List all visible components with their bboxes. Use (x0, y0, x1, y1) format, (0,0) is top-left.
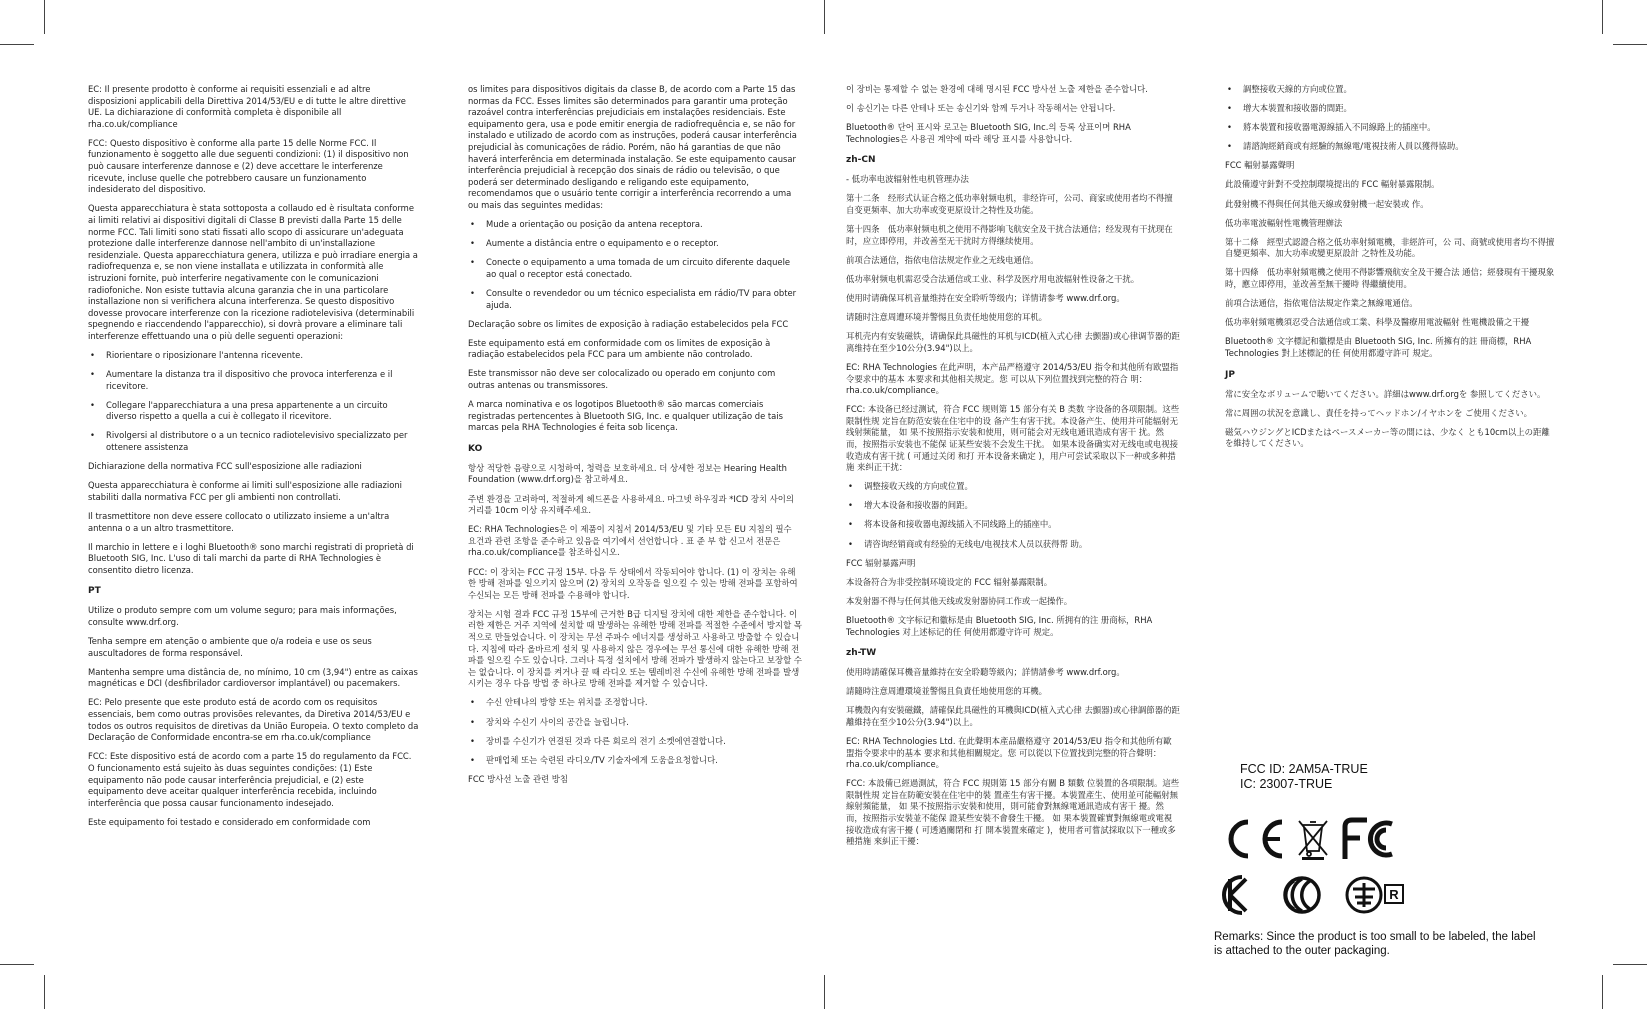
zhcn-bluetooth: Bluetooth® 文字标记和徽标是由 Bluetooth SIG, Inc. 所拥有的注 册商标，RHA Technologies 对上述标记的任 何使用都遵守许可 规定。 (846, 614, 1153, 637)
crop-mark-bottom-right-v (1602, 975, 1603, 1009)
list-item: • 請諮詢經銷商或有經驗的無線電/電視技術人員以獲得協助。 (1225, 141, 1555, 153)
zhcn-environment: 请随时注意周遭环境并警惕且负责任地使用您的耳机。 (846, 312, 1047, 323)
ko-radiation-paragraph: 이 장비는 통제할 수 없는 환경에 대해 명시된 FCC 방사선 노출 제한을 준수합니다. (846, 84, 1148, 94)
it-bluetooth-paragraph: Il marchio in lettere e i loghi Bluetooth® sono marchi registrati di proprietà di Bluetooth SIG, Inc. L'uso di tali marchi da parte di RHA Technologies è consentito dietro licenza. (88, 541, 414, 575)
it-bullet-list (88, 350, 420, 454)
ko-environment-paragraph: 주변 환경을 고려하여, 적절하게 헤드폰을 사용하세요. 마그넷 하우징과 *ICD 장치 사이의 거리를 10cm 이상 유지해주세요. (468, 493, 794, 516)
zhcn-article-14: 第十四条 低功率射频电机之使用不得影响飞航安全及干扰合法通信；经发现有干扰现在时，应立即停用，并改善至无干扰时方得继续使用。 (846, 224, 1173, 246)
crop-mark-top-left-h (0, 44, 34, 45)
zhcn-bullet-list (846, 481, 1180, 550)
zhtw-environment: 請隨時注意周遭環境並警惕且負責任地使用您的耳機。 (846, 686, 1047, 697)
column-4 (1225, 84, 1555, 457)
list-item: • 调整接收天线的方向或位置。 (846, 481, 1180, 493)
zhtw-heading: zh-TW (846, 648, 877, 659)
fcc-id-text: FCC ID: 2AM5A-TRUE (1240, 762, 1368, 776)
pt-tested-paragraph: Este equipamento foi testado e considerado em conformidade com (88, 816, 371, 827)
zhcn-ec: EC: RHA Technologies 在此声明，本产品严格遵守 2014/53/EU 指令和其他所有欧盟指令要求中的基本 本要求和其他相关规定。您 可以从下列位置找到完整的符合 明： rha.co.uk/compliance。 (846, 361, 1179, 396)
it-ec-paragraph: EC: Il presente prodotto è conforme ai requisiti essenziali e ad altre disposizioni applicabili della Direttiva 2014/53/EU e di tutte le altre direttive UE. La dichiarazione di conformità completa è disponibile all rha.co.uk/compliance (88, 84, 406, 129)
ko-classb-paragraph: 장치는 시험 결과 FCC 규정 15부에 근거한 B급 디지털 장치에 대한 제한을 준수합니다. 이러한 제한은 거주 지역에 설치할 때 발생하는 유해한 방해 전파를 적절한 수준에서 방지할 목적으로 만들었습니다. 이 장치는 무선 주파수 에너지를 생성하고 사용하고 방출할 수 있습니다. 지침에 따라 올바르게 설치 및 사용하지 않은 경우에는 무선 통신에 대한 유해한 방해 전파를 일으킬 수도 있습니다. 그러나 특정 설치에서 방해 전파가 발생하지 않는다고 보장할 수는 없습니다. 이 장치를 켜거나 끌 때 라디오 또는 텔레비전 수신에 유해한 방해 전파를 발생시키는 경우 다음 방법 중 하나로 방해 전파를 제거할 수 있습니다. (468, 608, 802, 689)
rcm-mark-icon (1285, 878, 1319, 912)
list-item: • 將本裝置和接收器電源線插入不同線路上的插座中。 (1225, 122, 1555, 134)
ko-ec-paragraph: EC: RHA Technologies은 이 제품이 지침서 2014/53/EU 및 기타 모든 EU 지침의 필수 요건과 관련 조항을 준수하고 있음을 여기에서 선언합니다 . 표 준 부 합 신고서 전문은 rha.co.uk/compliance를 참조하십시오. (468, 524, 792, 558)
list-item: • Rivolgersi al distributore o a un tecnico radiotelevisivo specializzato per ottenere assistenza (88, 430, 420, 453)
zhcn-fcc: FCC: 本设备已经过测试，符合 FCC 规则第 15 部分有关 B 类数 字设备的各项限制。这些限制性规 定旨在防范安装在住宅中的设 备产生有害干扰。本设备产生、使用并可能辐射无线射频能量， 如 果不按照指示安装和使用，则可能会对无线电通讯造成有害干 扰。然而，按照指示安装也不能保 证某些安装不会发生干扰。 如果本设备确实对无线电或电视接收造成有害干扰 ( 可通过关闭 和打 开本设备来确定 )，用户可尝试采取以下一种或多种措施 来纠正干扰： (846, 404, 1180, 473)
r-mark-text: R (1389, 887, 1399, 902)
zhcn-heading: zh-CN (846, 155, 876, 166)
pt-transmitter-paragraph: Este transmissor não deve ser colocalizado ou operado em conjunto com outras antenas ou transmissores. (468, 368, 776, 390)
crop-mark-top-mid-v (824, 0, 825, 34)
pt-environment-paragraph: Tenha sempre em atenção o ambiente que o/a rodeia e use os seus auscultadores de forma responsável. (88, 636, 372, 658)
ko-heading: KO (468, 443, 483, 454)
list-item: • Aumente a distância entre o equipamento e o receptor. (468, 238, 802, 250)
kc-mark-icon (1224, 877, 1246, 913)
r-mark-icon (1385, 885, 1403, 903)
telec-mark-icon (1347, 878, 1381, 912)
ko-volume-paragraph: 항상 적당한 음량으로 시청하여, 청력을 보호하세요. 더 상세한 정보는 Hearing Health Foundation (www.drf.org)을 참고하세요. (468, 462, 787, 485)
zhtw-bullet-list (1225, 84, 1555, 153)
ko-fcc-paragraph: FCC: 이 장치는 FCC 규정 15부. 다음 두 상태에서 작동되어야 합니다. (1) 이 장치는 유해한 방해 전파를 일으키지 않으며 (2) 장치의 오작동을 일으킬 수 있는 방해 전파를 포함하여 수신되는 모든 방해 전파를 수용해야 합니다. (468, 566, 798, 600)
list-item: • 增大本裝置和接收器的間距。 (1225, 103, 1555, 115)
zhcn-legal-comm: 前项合法通信，指依电信法规定作业之无线电通信。 (846, 254, 1039, 265)
zhcn-radiation-title: FCC 辐射暴露声明 (846, 557, 916, 568)
pt-radiation-paragraph: Este equipamento está em conformidade com os limites de exposição à radiação estabelecidos pela FCC para um ambiente não controlado. (468, 337, 771, 360)
ko-transmitter-paragraph: 이 송신기는 다른 안테나 또는 송신기와 함께 두거나 작동해서는 안됩니다. (846, 103, 1116, 114)
ko-bluetooth-paragraph: Bluetooth® 단어 표시와 로고는 Bluetooth SIG, Inc.의 등록 상표이며 RHA Technologies은 사용권 계약에 따라 해당 표시를 사용합니다. (846, 122, 1131, 144)
crop-mark-top-left-v (44, 0, 45, 34)
zhcn-interference: 低功率射频电机需忍受合法通信或工业、科学及医疗用电波辐射性设备之干扰。 (846, 273, 1140, 284)
certification-marks (1222, 815, 1482, 925)
zhtw-radiation-title: FCC 輻射暴露聲明 (1225, 160, 1295, 171)
crop-mark-bottom-left-v (44, 975, 45, 1009)
pt-classb-paragraph: os limites para dispositivos digitais da classe B, de acordo com a Parte 15 das normas da FCC. Esses limites são determinados para garantir uma proteção razoável contra interferências prejudiciais em instalações residenciais. Este equipamento gera, usa e pode emitir energia de radiofrequência e, se não for instalado e utilizado de acordo com as instruções, poderá causar interferência prejudicial às comunicações de rádio. Porém, não há garantias de que não haverá interferência em determinada instalação. Se este equipamento causar interferência prejudicial à recepção dos sinais de rádio ou televisão, o que poderá ser determinado desligando e religando este equipamento, recomendamos que o usuário tente corrigir a interferência recorrendo a uma ou mais das seguintes medidas: (468, 84, 797, 210)
list-item: • 将本设备和接收器电源线插入不同线路上的插座中。 (846, 519, 1180, 531)
zhtw-radiation: 此設備遵守針對不受控制環境提出的 FCC 輻射暴露限制。 (1225, 179, 1440, 190)
zhtw-transmitter: 此發射機不得與任何其他天線或發射機一起安裝或 作。 (1225, 198, 1429, 209)
pt-bullet-list (468, 219, 802, 311)
crop-mark-top-right-h (1613, 44, 1647, 45)
pt-bluetooth-paragraph: A marca nominativa e os logotipos Bluetooth® são marcas comerciais registradas pertencentes à Bluetooth SIG, Inc. e qualquer utilização de tais marcas pela RHA Technologies é feita sob licença. (468, 399, 783, 433)
crop-mark-bottom-mid-v (824, 975, 825, 1009)
zhtw-bluetooth: Bluetooth® 文字標記和徽標是由 Bluetooth SIG, Inc. 所擁有的註 冊商標，RHA Technologies 對上述標記的任 何使用都遵守許可 規定。 (1225, 336, 1532, 358)
pt-fcc-paragraph: FCC: Este dispositivo está de acordo com a parte 15 do regulamento da FCC. O funcionamento está sujeito às duas seguintes condições: (1) Este equipamento não pode causar interferência prejudicial, e (2) este equipamento deve aceitar qualquer interferência recebida, incluindo interferência que possa causar funcionamento indesejado. (88, 751, 412, 808)
zhcn-radiation: 本设备符合为非受控制环境设定的 FCC 辐射暴露限制。 (846, 576, 1053, 587)
list-item: • 수신 안테나의 방향 또는 위치를 조정합니다. (468, 697, 802, 709)
jp-heading: JP (1225, 369, 1235, 380)
remarks-text: Remarks: Since the product is too small to be labeled, the label is attached to the outer packaging. (1214, 931, 1536, 957)
zhcn-volume: 使用时请确保耳机音量维持在安全聆听等级内；详情请参考 www.drf.org。 (846, 293, 1125, 304)
zhcn-magnet: 耳机壳内有安装磁铁，请确保此具磁性的耳机与ICD(植入式心律 去颤器)或心律调节器的距离维持在至少10公分(3.94")以上。 (846, 331, 1180, 353)
pt-distance-paragraph: Mantenha sempre uma distância de, no mínimo, 10 cm (3,94") entre as caixas magnéticas e DCI (desfibrilador cardioversor implantável) ou pacemakers. (88, 666, 418, 689)
crop-mark-bottom-left-h (0, 964, 34, 965)
jp-environment: 常に周囲の状況を意識し、責任を持ってヘッドホン/イヤホンを ご使用ください。 (1225, 407, 1532, 418)
it-radiation-title: Dichiarazione della normativa FCC sull'esposizione alle radiazioni (88, 461, 362, 472)
zhtw-fcc: FCC: 本設備已經過測試，符合 FCC 規則第 15 部分有關 B 類數 位裝置的各項限制。這些限制性規 定旨在防範安裝在住宅中的裝 置產生有害干擾。本裝置產生、使用並可能輻射無線射頻能量， 如 果不按照指示安裝和使用，則可能會對無線電通訊造成有害干 擾。然而，按照指示安裝並不能保 證某些安裝不會發生干擾。 如 果本裝置確實對無線電或電視接收造成有害干擾 ( 可透過關閉和 打 開本裝置來確定 )，使用者可嘗試採取以下一種或多種措施 來糾正干擾： (846, 778, 1180, 847)
it-transmitter-paragraph: Il trasmettitore non deve essere collocato o utilizzato insieme a un'altra antenna o a un altro trasmettitore. (88, 510, 390, 533)
list-item: • 판매업체 또는 숙련된 라디오/TV 기술자에게 도움을요청합니다. (468, 755, 802, 767)
ko-bullet-list (468, 697, 802, 766)
zhcn-article-12: 第十二条 经形式认证合格之低功率射频电机，非经许可，公司、商家或使用者均不得擅自变更频率、加大功率或变更原设计之特性及功能。 (846, 193, 1173, 216)
list-item: • Mude a orientação ou posição da antena receptora. (468, 219, 802, 231)
fcc-mark-icon (1345, 820, 1392, 859)
zhtw-article-12: 第十二條 經型式認證合格之低功率射頻電機，非經許可，公 司、商號或使用者均不得擅自變更頻率、加大功率或變更原設計 之特性及功能。 (1225, 236, 1555, 259)
jp-volume: 常に安全なボリュームで聴いてください。詳細はwww.drf.orgを 参照してください。 (1225, 388, 1546, 399)
zhtw-ec: EC: RHA Technologies Ltd. 在此聲明本產品嚴格遵守 2014/53/EU 指令和其他所有歐盟指令要求中的基本 要求和其他相關規定。您 可以從以下位置找到完整的符合聲明：rha.co.uk/compliance。 (846, 735, 1172, 770)
pt-ec-paragraph: EC: Pelo presente que este produto está de acordo com os requisitos essenciais, bem como outras provisões relevantes, da Diretiva 2014/53/EU e todos os outros requisitos de diretivas da União Europeia. O texto completo da Declaração de Conformidade encontra-se em rha.co.uk/compliance (88, 697, 419, 743)
zhtw-magnet: 耳機殼內有安裝磁鐵，請確保此具磁性的耳機與ICD(植入式心律 去顫器)或心律調節器的距離維持在至少10公分(3.94")以上。 (846, 705, 1180, 727)
zhcn-transmitter: 本发射器不得与任何其他天线或发射器协同工作或一起操作。 (846, 595, 1073, 606)
ce-mark-icon (1231, 822, 1282, 856)
zhcn-title: - 低功率电波辐射性电机管理办法 (846, 174, 969, 185)
pt-volume-paragraph: Utilize o produto sempre com um volume seguro; para mais informações, consulte www.drf.org. (88, 605, 397, 627)
ko-radiation-title: FCC 방사선 노출 관련 방침 (468, 773, 568, 784)
pt-radiation-title: Declaração sobre os limites de exposição à radiação estabelecidos pela FCC (468, 318, 789, 329)
crop-mark-bottom-right-h (1613, 964, 1647, 965)
column-1 (88, 84, 420, 836)
crop-mark-top-right-v (1602, 0, 1603, 34)
list-item: • 調整接收天線的方向或位置。 (1225, 84, 1555, 96)
it-fcc-paragraph: FCC: Questo dispositivo è conforme alla parte 15 delle Norme FCC. Il funzionamento è soggetto alle due seguenti condizioni: (1) il dispositivo non può causare interferenze dannose e (2) deve accettare le interferenze ricevute, incluse quelle che potrebbero causare un funzionamento indesiderato del dispositivo. (88, 137, 409, 195)
list-item: • Collegare l'apparecchiatura a una presa appartenente a un circuito diverso rispetto a quella a cui è collegato il ricevitore. (88, 400, 420, 423)
list-item: • 增大本设备和接收器的间距。 (846, 500, 1180, 512)
list-item: • 请咨询经销商或有经验的无线电/电视技术人员以获得帮 助。 (846, 539, 1180, 551)
weee-bin-icon (1299, 821, 1327, 860)
zhtw-article-14: 第十四條 低功率射頻電機之使用不得影響飛航安全及干擾合法 通信；經發現有干擾現象時，應立即停用，並改善至無干擾時 得繼續使用。 (1225, 267, 1555, 290)
list-item: • Consulte o revendedor ou um técnico especialista em rádio/TV para obter ajuda. (468, 288, 802, 311)
list-item: • Riorientare o riposizionare l'antenna ricevente. (88, 350, 420, 362)
jp-magnet: 磁気ハウジングとICDまたはペースメーカー等の間には、少なく とも10cm以上の距離を維持してください。 (1225, 426, 1550, 449)
column-2 (468, 84, 802, 793)
column-3 (846, 84, 1180, 855)
list-item: • 장치와 수신기 사이의 공간을 늘립니다. (468, 717, 802, 729)
ic-id-text: IC: 23007-TRUE (1240, 776, 1333, 791)
list-item: • Conecte o equipamento a uma tomada de um circuito diferente daquele ao qual o receptor está conectado. (468, 257, 802, 280)
zhtw-legal-comm: 前項合法通信，指依電信法規定作業之無線電通信。 (1225, 298, 1418, 309)
zhtw-interference: 低功率射頻電機須忍受合法通信或工業、科學及醫療用電波輻射 性電機設備之干擾 (1225, 317, 1530, 328)
pt-heading: PT (88, 586, 101, 597)
zhtw-lowpower-title: 低功率電波輻射性電機管理辦法 (1225, 217, 1343, 228)
it-radiation-paragraph: Questa apparecchiatura è conforme ai limiti sull'esposizione alle radiazioni stabiliti dalla normativa FCC per gli ambienti non controllati. (88, 480, 403, 502)
it-classb-paragraph: Questa apparecchiatura è stata sottoposta a collaudo ed è risultata conforme ai limiti relativi ai dispositivi digitali di Classe B previsti dalla Parte 15 delle norme FCC. Tali limiti sono stati fissati allo scopo di assicurare un'adeguata protezione dalle interferenze dannose nell'ambito di un'installazione residenziale. Questa apparecchiatura genera, utilizza e può irradiare energia a radiofrequenza e, se non viene installata e utilizzata in conformità alle istruzioni fornite, può interferire negativamente con le comunicazioni radiofoniche. Non esiste tuttavia alcuna garanzia che in una particolare installazione non si verifichera alcuna interferenza. Se questo dispositivo dovesse provocare interferenze con la ricezione radiotelevisiva (determinabili spegnendo e riaccendendo l'apparecchio), si dovrà provare a eliminare tali interferenze effettuando una o più delle seguenti operazioni: (88, 203, 418, 341)
fcc-id-block (1240, 762, 1368, 791)
list-item: • Aumentare la distanza tra il dispositivo che provoca interferenza e il ricevitore. (88, 369, 420, 392)
list-item: • 장비를 수신기가 연결된 것과 다른 회로의 전기 소켓에연결합니다. (468, 736, 802, 748)
zhtw-volume: 使用時請確保耳機音量維持在安全聆聽等級內；詳情請參考 www.drf.org。 (846, 667, 1125, 678)
